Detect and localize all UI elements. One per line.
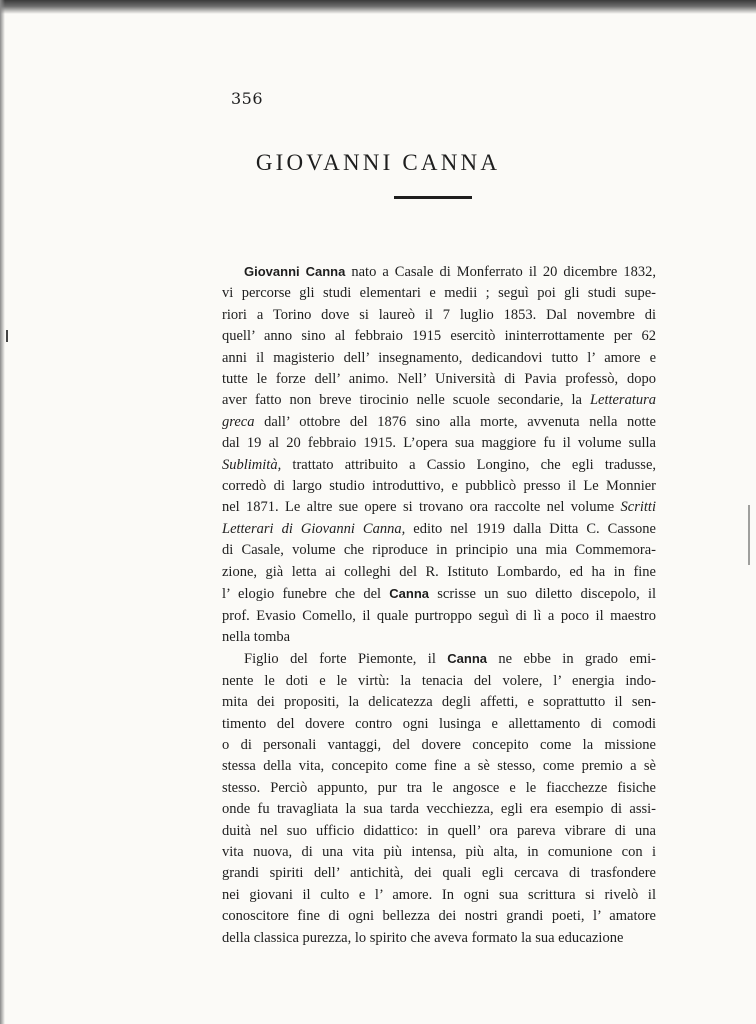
text-line — [222, 778, 656, 799]
text-line — [222, 821, 656, 842]
text-line — [222, 305, 656, 326]
text-run: o di personali vantaggi, del dovere concepito come la missione — [222, 736, 656, 753]
text-run: nente le doti e le virtù: la tenacia del volere, l’ energia indo- — [222, 672, 656, 689]
text-run: di Casale, volume che riproduce in principio una mia Commemora- — [222, 542, 656, 559]
page-title: GIOVANNI CANNA — [255, 150, 501, 175]
text-line — [222, 627, 656, 648]
name-run: Canna — [447, 651, 487, 667]
text-line — [222, 714, 656, 735]
text-run: riori a Torino dove si laureò il 7 luglio 1853. Dal novembre di — [222, 306, 656, 323]
text-line — [222, 540, 656, 561]
text-line — [222, 863, 656, 884]
text-line — [222, 606, 656, 627]
text-run: della classica purezza, lo spirito che aveva formato la sua educazione — [222, 929, 624, 946]
text-run: duità nel suo ufficio didattico: in quell’ ora pareva vibrare di una — [222, 822, 656, 839]
name-run: Canna — [389, 586, 430, 602]
text-line — [222, 369, 656, 390]
text-line — [222, 735, 656, 756]
text-line — [222, 412, 656, 433]
text-run: timento del dovere contro ogni lusinga e allettamento di comodi — [222, 715, 656, 732]
italic-run: Letteratura — [589, 392, 656, 409]
text-run: corredò di largo studio introduttivo, e pubblicò presso il Le Monnier — [222, 478, 656, 495]
italic-run: Letterari di Giovanni Canna, — [222, 520, 406, 537]
text-line — [222, 885, 656, 906]
text-line — [222, 692, 656, 713]
text-line — [222, 348, 656, 369]
text-run: stesso. Perciò appunto, pur tra le angosce e le fiacchezze fisiche — [222, 779, 656, 796]
text-line — [222, 928, 656, 949]
text-run: scrisse un suo diletto discepolo, il — [429, 586, 657, 603]
text-line — [222, 497, 656, 518]
text-run: dall’ ottobre del 1876 sino alla morte, avvenuta nella notte — [254, 413, 656, 430]
text-run: edito nel 1919 dalla Ditta C. Cassone — [405, 520, 656, 537]
text-line — [222, 842, 656, 863]
text-line — [222, 455, 656, 476]
scan-top-edge — [0, 0, 756, 14]
text-run: prof. Evasio Comello, il quale purtroppo seguì di lì a poco il maestro — [222, 607, 656, 624]
text-line — [222, 261, 656, 283]
text-run: aver fatto non breve tirocinio nelle scuole secondarie, la — [222, 392, 590, 409]
text-run: onde fu travagliata la sua tarda vecchiezza, egli era esempio di assi- — [222, 801, 656, 818]
text-run: ne ebbe in grado emi- — [487, 651, 656, 668]
text-run: trattato attribuito a Cassio Longino, che egli tradusse, — [281, 456, 656, 473]
italic-run: Scritti — [620, 499, 656, 516]
body-text — [222, 261, 656, 949]
text-run: Figlio del forte Piemonte, il — [244, 651, 448, 668]
text-run: tutte le forze dell’ animo. Nell’ Università di Pavia professò, dopo — [222, 371, 656, 388]
text-line — [222, 519, 656, 540]
text-line — [222, 390, 656, 411]
text-run: quell’ anno sino al febbraio 1915 esercitò ininterrottamente per 62 — [222, 328, 656, 345]
page-number: 356 — [231, 89, 264, 108]
text-run: dal 19 al 20 febbraio 1915. L’opera sua maggiore fu il volume sulla — [222, 435, 656, 452]
title-rule — [394, 196, 472, 199]
text-line — [222, 283, 656, 304]
text-line — [222, 648, 656, 670]
text-line — [222, 562, 656, 583]
text-run: zione, già letta ai colleghi del R. Istituto Lombardo, ed ha in fine — [222, 563, 656, 580]
scan-speck — [6, 330, 8, 342]
text-line — [222, 799, 656, 820]
name-run: Giovanni Canna — [244, 264, 346, 279]
text-line — [222, 476, 656, 497]
text-run: nella tomba — [222, 628, 291, 645]
italic-run: greca — [222, 413, 255, 430]
text-run: nato a Casale di Monferrato il 20 dicembre 1832, — [345, 264, 656, 280]
italic-run: Sublimità, — [222, 456, 282, 473]
text-run: nei giovani il culto e l’ amore. In ogni sua scrittura si rivelò il — [222, 886, 656, 903]
text-line — [222, 326, 656, 347]
text-run: vita nuova, di una vita più intensa, più alta, in comunione con i — [222, 843, 656, 860]
scan-speck — [748, 505, 750, 565]
text-line — [222, 433, 656, 454]
text-run: conoscitore fine di ogni bellezza dei nostri grandi poeti, l’ amatore — [222, 908, 656, 925]
text-run: nel 1871. Le altre sue opere si trovano ora raccolte nel volume — [222, 499, 621, 516]
text-line — [222, 671, 656, 692]
text-run: l’ elogio funebre che del — [222, 586, 390, 603]
text-run: grandi spiriti dell’ antichità, dei quali egli cercava di trasfondere — [222, 865, 656, 882]
text-line — [222, 756, 656, 777]
text-run: vi percorse gli studi elementari e medii ; seguì poi gli studi supe- — [222, 285, 656, 302]
text-line — [222, 583, 656, 605]
text-run: stessa della vita, concepito come fine a sè stesso, come premio a sè — [222, 758, 656, 775]
text-line — [222, 906, 656, 927]
text-run: anni il magisterio dell’ insegnamento, dedicandovi tutto l’ amore e — [222, 349, 656, 366]
text-run: mita dei propositi, la delicatezza degli affetti, e soprattutto il sen- — [222, 694, 656, 711]
